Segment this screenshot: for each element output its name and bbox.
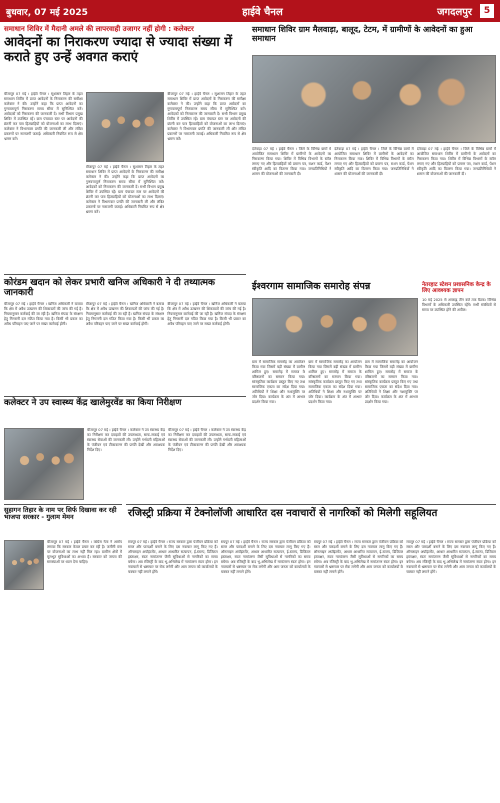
ishwar-body bbox=[252, 360, 418, 500]
right-top-story bbox=[252, 25, 496, 43]
korram-headline: कोरंडम खदान को लेकर प्रभारी खनिज अधिकारी ने दी तथ्यात्मक जानकारी bbox=[4, 278, 215, 299]
lead-body-columns bbox=[4, 92, 246, 270]
suhagan-photo bbox=[4, 540, 44, 590]
right-sidebar bbox=[422, 282, 496, 513]
korram-body-col2: बीजापुर 07 मई । हाईवे चैनल । खनिज अधिकारी ने बताया कि क्षेत्र में अवैध उत्खनन की शिकायतों की जांच की गई है। नियमानुसार कार्रवाई की जा रही है। खनिज संपदा के संरक्षण हेतु निगरानी दल गठित किया गया है। किसी भी प्रकार का अवैध परिवहन पाए जाने पर सख्त कार्रवाई होगी। bbox=[85, 302, 165, 326]
lead-headline: आवेदनों का निराकरण ज्यादा से ज्यादा संख्या में कराते हुए उन्हें अवगत कराएं bbox=[4, 35, 233, 65]
paper-name: हाईवे चैनल bbox=[242, 7, 283, 18]
right-top-body bbox=[252, 147, 496, 272]
collector-body-col2: बीजापुर 07 मई । हाईवे चैनल । कलेक्टर ने उप स्वास्थ्य केंद्र का निरीक्षण कर दवाइयों की उपलब्धता, साफ-सफाई एवं स्वास्थ्य सेवाओं की जानकारी ली। उन्होंने गर्भवती महिलाओं के पंजीयन एवं टीकाकरण की प्रगति देखी और आवश्यक निर्देश दिए। bbox=[168, 428, 246, 452]
lead-kicker: समाधान शिविर में मैदानी अमले की लापरवाही उजागर नहीं होगी : कलेक्टर bbox=[4, 25, 194, 33]
page-number: 5 bbox=[480, 4, 494, 18]
registry-story bbox=[128, 508, 496, 520]
collector-story bbox=[4, 399, 246, 409]
collector-body bbox=[4, 428, 246, 500]
right-top-body-col1: दंतेवाड़ा 07 मई । हाईवे चैनल । जिले के विभिन्न ग्रामों में आयोजित समाधान शिविर में ग्रामीणों के आवेदनों का निराकरण किया गया। शिविर में विभिन्न विभागों के स्टॉल लगाए गए और हितग्राहियों को प्रमाण पत्र, राशन कार्ड, पेंशन स्वीकृति आदि का वितरण किया गया। जनप्रतिनिधियों ने शासन की योजनाओं की जानकारी दी। bbox=[252, 147, 332, 176]
sidebar-body: 10 मई 2025 से अपराह्न तीन बजे तक बैठक। विभिन्न विभागों के अधिकारी उपस्थित रहेंगे। सभी संबंधितों से समय पर उपस्थित होने की अपील। bbox=[422, 297, 496, 312]
divider bbox=[4, 504, 122, 505]
right-top-body-col2: दंतेवाड़ा 07 मई । हाईवे चैनल । जिले के विभिन्न ग्रामों में आयोजित समाधान शिविर में ग्रामीणों के आवेदनों का निराकरण किया गया। शिविर में विभिन्न विभागों के स्टॉल लगाए गए और हितग्राहियों को प्रमाण पत्र, राशन कार्ड, पेंशन स्वीकृति आदि का वितरण किया गया। जनप्रतिनिधियों ने शासन की योजनाओं की जानकारी दी। bbox=[334, 147, 414, 176]
edition-city: जगदलपुर bbox=[437, 7, 472, 18]
lead-story bbox=[4, 25, 246, 66]
suhagan-body: बीजापुर 07 मई । हाईवे चैनल । कांग्रेस नेता ने आरोप लगाया कि सरकार केवल प्रचार कर रही है। जमीनी स्तर पर योजनाओं का लाभ नहीं मिल रहा। ग्रामीण क्षेत्रों में मूलभूत सुविधाओं का अभाव है। सरकार को जनता की समस्याओं पर ध्यान देना चाहिए। bbox=[47, 540, 122, 564]
ishwar-body-col3: ग्राम में सामाजिक समारोह का आयोजन किया गया जिसमें बड़ी संख्या में ग्रामीण शामिल हुए। समारोह में समाज के वरिष्ठजनों का सम्मान किया गया। सांस्कृतिक कार्यक्रम प्रस्तुत किए गए तथा सामाजिक एकता का संदेश दिया गया। अतिथियों ने शिक्षा और नशामुक्ति पर जोर दिया। कार्यक्रम के अंत में आभार प्रदर्शन किया गया। bbox=[364, 360, 418, 404]
korram-body-col3: बीजापुर 07 मई । हाईवे चैनल । खनिज अधिकारी ने बताया कि क्षेत्र में अवैध उत्खनन की शिकायतों की जांच की गई है। नियमानुसार कार्रवाई की जा रही है। खनिज संपदा के संरक्षण हेतु निगरानी दल गठित किया गया है। किसी भी प्रकार का अवैध परिवहन पाए जाने पर सख्त कार्रवाई होगी। bbox=[167, 302, 247, 326]
ishwar-story bbox=[252, 282, 418, 293]
lead-body-col2: बीजापुर 07 मई । हाईवे चैनल । सुशासन तिहार के तहत समाधान शिविर में प्राप्त आवेदनों के निराकरण की समीक्षा कलेक्टर ने की। उन्होंने कहा कि प्राप्त आवेदनों का गुणवत्तापूर्ण निराकरण समय सीमा में सुनिश्चित करें। आवेदकों को निराकरण की जानकारी दें। सभी विभाग प्रमुख शिविर में उपस्थित रहें। ग्राम पंचायत स्तर पर आवेदनों की छंटनी कर पात्र हितग्राहियों को योजनाओं का लाभ दिलाएं। कलेक्टर ने विभागवार प्रगति की जानकारी ली और लंबित प्रकरणों पर नाराजगी जताई। अधिकारी नियमित रूप से क्षेत्र भ्रमण करें। bbox=[85, 165, 165, 214]
lead-body-col3: बीजापुर 07 मई । हाईवे चैनल । सुशासन तिहार के तहत समाधान शिविर में प्राप्त आवेदनों के निराकरण की समीक्षा कलेक्टर ने की। उन्होंने कहा कि प्राप्त आवेदनों का गुणवत्तापूर्ण निराकरण समय सीमा में सुनिश्चित करें। आवेदकों को निराकरण की जानकारी दें। सभी विभाग प्रमुख शिविर में उपस्थित रहें। ग्राम पंचायत स्तर पर आवेदनों की छंटनी कर पात्र हितग्राहियों को योजनाओं का लाभ दिलाएं। कलेक्टर ने विभागवार प्रगति की जानकारी ली और लंबित प्रकरणों पर नाराजगी जताई। अधिकारी नियमित रूप से क्षेत्र भ्रमण करें। bbox=[167, 92, 247, 141]
divider bbox=[4, 396, 246, 397]
suhagan-headline: सुहागन तिहार के नाम पर सिर्फ दिखावा कर रही भाजपा सरकार - गुलाम मेमन bbox=[4, 506, 117, 522]
registry-body-col3: रायपुर 07 मई । हाईवे चैनल । राज्य सरकार द्वारा पंजीयन प्रक्रिया को सरल और पारदर्शी बनाने के लिए दस नवाचार लागू किए गए हैं। ऑनलाइन अपॉइंटमेंट, आधार आधारित सत्यापन, ई-स्टाम्प, डिजिटल हस्ताक्षर, स्वतः नामांतरण जैसी सुविधाओं से नागरिकों का समय बचेगा। अब रजिस्ट्री के बाद भू-अभिलेख में नामांतरण स्वतः होगा। इन नवाचारों से भ्रष्टाचार पर रोक लगेगी और आम जनता को कार्यालयों के चक्कर नहीं लगाने होंगे। bbox=[313, 540, 404, 574]
masthead bbox=[0, 0, 500, 22]
divider bbox=[126, 504, 496, 505]
collector-photo bbox=[4, 428, 84, 500]
ishwar-body-col2: ग्राम में सामाजिक समारोह का आयोजन किया गया जिसमें बड़ी संख्या में ग्रामीण शामिल हुए। समारोह में समाज के वरिष्ठजनों का सम्मान किया गया। सांस्कृतिक कार्यक्रम प्रस्तुत किए गए तथा सामाजिक एकता का संदेश दिया गया। अतिथियों ने शिक्षा और नशामुक्ति पर जोर दिया। कार्यक्रम के अंत में आभार प्रदर्शन किया गया। bbox=[308, 360, 362, 404]
suhagan-story bbox=[4, 507, 122, 522]
collector-headline: कलेक्टर ने उप स्वास्थ्य केंद्र खालेमुरवेंड का किया निरीक्षण bbox=[4, 398, 182, 408]
divider bbox=[4, 274, 246, 275]
issue-date: बुधवार, 07 मई 2025 bbox=[6, 7, 88, 18]
ishwar-headline: ईश्वरगाम सामाजिक समारोह संपन्न bbox=[252, 281, 371, 292]
ishwar-body-col1: ग्राम में सामाजिक समारोह का आयोजन किया गया जिसमें बड़ी संख्या में ग्रामीण शामिल हुए। समारोह में समाज के वरिष्ठजनों का सम्मान किया गया। सांस्कृतिक कार्यक्रम प्रस्तुत किए गए तथा सामाजिक एकता का संदेश दिया गया। अतिथियों ने शिक्षा और नशामुक्ति पर जोर दिया। कार्यक्रम के अंत में आभार प्रदर्शन किया गया। bbox=[252, 360, 306, 404]
lead-body-col1: बीजापुर 07 मई । हाईवे चैनल । सुशासन तिहार के तहत समाधान शिविर में प्राप्त आवेदनों के निराकरण की समीक्षा कलेक्टर ने की। उन्होंने कहा कि प्राप्त आवेदनों का गुणवत्तापूर्ण निराकरण समय सीमा में सुनिश्चित करें। आवेदकों को निराकरण की जानकारी दें। सभी विभाग प्रमुख शिविर में उपस्थित रहें। ग्राम पंचायत स्तर पर आवेदनों की छंटनी कर पात्र हितग्राहियों को योजनाओं का लाभ दिलाएं। कलेक्टर ने विभागवार प्रगति की जानकारी ली और लंबित प्रकरणों पर नाराजगी जताई। अधिकारी नियमित रूप से क्षेत्र भ्रमण करें। bbox=[4, 92, 83, 141]
korram-story bbox=[4, 278, 246, 299]
korram-body-col1: बीजापुर 07 मई । हाईवे चैनल । खनिज अधिकारी ने बताया कि क्षेत्र में अवैध उत्खनन की शिकायतों की जांच की गई है। नियमानुसार कार्रवाई की जा रही है। खनिज संपदा के संरक्षण हेतु निगरानी दल गठित किया गया है। किसी भी प्रकार का अवैध परिवहन पाए जाने पर सख्त कार्रवाई होगी। bbox=[4, 302, 83, 326]
registry-body-col2: रायपुर 07 मई । हाईवे चैनल । राज्य सरकार द्वारा पंजीयन प्रक्रिया को सरल और पारदर्शी बनाने के लिए दस नवाचार लागू किए गए हैं। ऑनलाइन अपॉइंटमेंट, आधार आधारित सत्यापन, ई-स्टाम्प, डिजिटल हस्ताक्षर, स्वतः नामांतरण जैसी सुविधाओं से नागरिकों का समय बचेगा। अब रजिस्ट्री के बाद भू-अभिलेख में नामांतरण स्वतः होगा। इन नवाचारों से भ्रष्टाचार पर रोक लगेगी और आम जनता को कार्यालयों के चक्कर नहीं लगाने होंगे। bbox=[220, 540, 311, 574]
registry-headline: रजिस्ट्री प्रक्रिया में टेक्नोलॉजी आधारित दस नवाचारों से नागरिकों को मिलेगी सहूलियत bbox=[128, 508, 438, 519]
registry-body-col4: रायपुर 07 मई । हाईवे चैनल । राज्य सरकार द्वारा पंजीयन प्रक्रिया को सरल और पारदर्शी बनाने के लिए दस नवाचार लागू किए गए हैं। ऑनलाइन अपॉइंटमेंट, आधार आधारित सत्यापन, ई-स्टाम्प, डिजिटल हस्ताक्षर, स्वतः नामांतरण जैसी सुविधाओं से नागरिकों का समय बचेगा। अब रजिस्ट्री के बाद भू-अभिलेख में नामांतरण स्वतः होगा। इन नवाचारों से भ्रष्टाचार पर रोक लगेगी और आम जनता को कार्यालयों के चक्कर नहीं लगाने होंगे। bbox=[406, 540, 496, 574]
right-top-body-col3: दंतेवाड़ा 07 मई । हाईवे चैनल । जिले के विभिन्न ग्रामों में आयोजित समाधान शिविर में ग्रामीणों के आवेदनों का निराकरण किया गया। शिविर में विभिन्न विभागों के स्टॉल लगाए गए और हितग्राहियों को प्रमाण पत्र, राशन कार्ड, पेंशन स्वीकृति आदि का वितरण किया गया। जनप्रतिनिधियों ने शासन की योजनाओं की जानकारी दी। bbox=[416, 147, 496, 176]
collector-body-col1: बीजापुर 07 मई । हाईवे चैनल । कलेक्टर ने उप स्वास्थ्य केंद्र का निरीक्षण कर दवाइयों की उपलब्धता, साफ-सफाई एवं स्वास्थ्य सेवाओं की जानकारी ली। उन्होंने गर्भवती महिलाओं के पंजीयन एवं टीकाकरण की प्रगति देखी और आवश्यक निर्देश दिए। bbox=[87, 428, 165, 452]
registry-body-col1: रायपुर 07 मई । हाईवे चैनल । राज्य सरकार द्वारा पंजीयन प्रक्रिया को सरल और पारदर्शी बनाने के लिए दस नवाचार लागू किए गए हैं। ऑनलाइन अपॉइंटमेंट, आधार आधारित सत्यापन, ई-स्टाम्प, डिजिटल हस्ताक्षर, स्वतः नामांतरण जैसी सुविधाओं से नागरिकों का समय बचेगा। अब रजिस्ट्री के बाद भू-अभिलेख में नामांतरण स्वतः होगा। इन नवाचारों से भ्रष्टाचार पर रोक लगेगी और आम जनता को कार्यालयों के चक्कर नहीं लगाने होंगे। bbox=[128, 540, 218, 574]
ishwar-photo bbox=[252, 298, 418, 356]
lead-photo bbox=[86, 92, 165, 162]
right-top-headline: समाधान शिविर ग्राम मैलवाड़ा, बालूद, टेटम, में ग्रामीणों के आवेदनों का हुआ समाधान bbox=[252, 25, 473, 44]
registry-body bbox=[128, 540, 496, 795]
right-top-photo bbox=[252, 55, 496, 143]
korram-body bbox=[4, 302, 246, 392]
sidebar-headline: नेतरहाट स्टेशन प्रशासनिक केन्द्र के लिए आवश्यक ज्ञापन bbox=[422, 282, 491, 295]
